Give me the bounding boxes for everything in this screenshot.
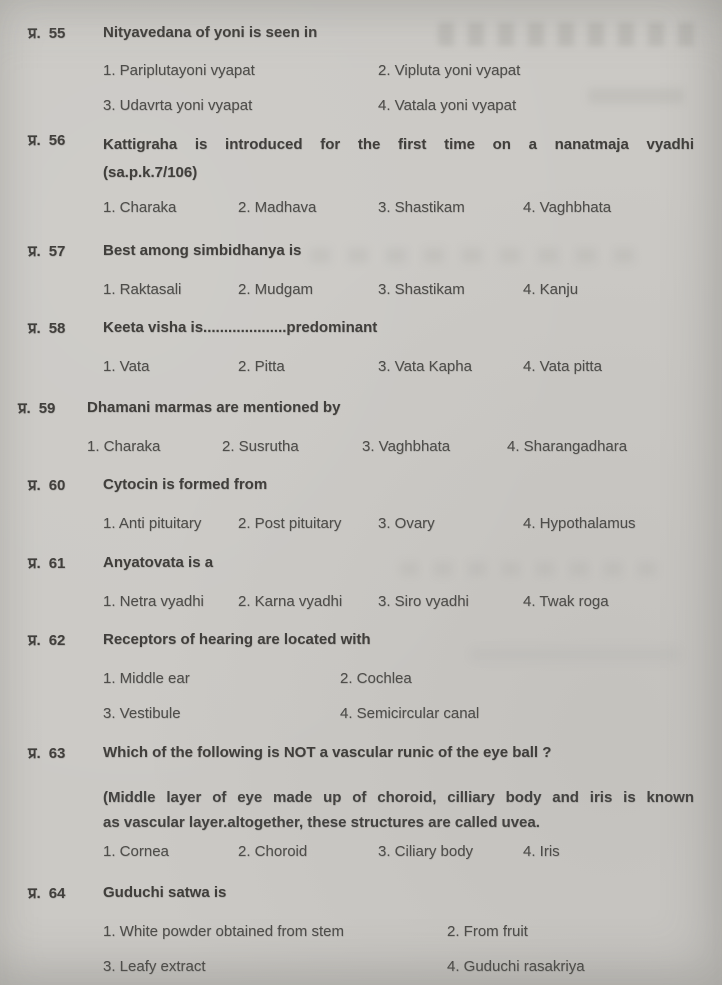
question-number-value: 58 bbox=[48, 320, 66, 337]
question-number-value: 60 bbox=[48, 477, 66, 494]
question-prefix: प्र. bbox=[28, 25, 41, 42]
question-number bbox=[0, 476, 103, 533]
option: 4. Iris bbox=[523, 843, 560, 860]
option: 4. Guduchi rasakriya bbox=[447, 958, 585, 975]
option: 2. Mudgam bbox=[238, 281, 314, 298]
question-note-line2: as vascular layer.altogether, these structures are called uvea. bbox=[103, 814, 540, 831]
question-number bbox=[0, 399, 87, 456]
option: 3. Ovary bbox=[378, 515, 435, 532]
option: 1. Raktasali bbox=[103, 281, 182, 298]
options-list bbox=[103, 281, 694, 299]
question-number-value: 64 bbox=[48, 885, 66, 902]
question-prefix: प्र. bbox=[28, 885, 41, 902]
question-62 bbox=[0, 631, 722, 723]
question-57 bbox=[0, 242, 722, 299]
question-text: Kattigraha is introduced for the first time on a nanatmaja vyadhi bbox=[103, 136, 694, 153]
question-number-value: 62 bbox=[48, 632, 66, 649]
option: 1. Pariplutayoni vyapat bbox=[103, 62, 255, 79]
option: 3. Vaghbhata bbox=[362, 438, 451, 455]
option: 1. White powder obtained from stem bbox=[103, 923, 344, 940]
question-prefix: प्र. bbox=[28, 477, 41, 494]
options-list bbox=[103, 62, 694, 115]
question-number bbox=[0, 131, 103, 217]
question-63 bbox=[0, 744, 722, 861]
question-number bbox=[0, 554, 103, 611]
question-prefix: प्र. bbox=[28, 243, 41, 260]
option: 1. Middle ear bbox=[103, 670, 190, 687]
question-number-value: 57 bbox=[48, 243, 66, 260]
question-64 bbox=[0, 884, 722, 976]
question-text: Which of the following is NOT a vascular runic of the eye ball ? bbox=[103, 744, 552, 761]
option: 3. Udavrta yoni vyapat bbox=[103, 97, 253, 114]
option: 4. Vatala yoni vyapat bbox=[378, 97, 517, 114]
option: 2. From fruit bbox=[447, 923, 528, 940]
question-text: Cytocin is formed from bbox=[103, 476, 268, 493]
question-number bbox=[0, 744, 103, 861]
question-prefix: प्र. bbox=[28, 632, 41, 649]
question-text: Receptors of hearing are located with bbox=[103, 631, 371, 648]
question-56 bbox=[0, 131, 722, 217]
option: 4. Twak roga bbox=[523, 593, 609, 610]
option: 3. Leafy extract bbox=[103, 958, 206, 975]
question-text: Best among simbidhanya is bbox=[103, 242, 302, 259]
option: 2. Karna vyadhi bbox=[238, 593, 343, 610]
option: 3. Siro vyadhi bbox=[378, 593, 469, 610]
question-text-line2: (sa.p.k.7/106) bbox=[103, 164, 198, 181]
option: 3. Vestibule bbox=[103, 705, 181, 722]
option: 1. Charaka bbox=[103, 199, 177, 216]
question-note-line1: (Middle layer of eye made up of choroid, cilliary body and iris is known bbox=[103, 789, 694, 806]
question-58 bbox=[0, 319, 722, 376]
options-list bbox=[103, 593, 694, 611]
question-prefix: प्र. bbox=[28, 132, 41, 149]
option: 4. Kanju bbox=[523, 281, 579, 298]
option: 1. Charaka bbox=[87, 438, 161, 455]
option: 2. Vipluta yoni vyapat bbox=[378, 62, 521, 79]
option: 4. Hypothalamus bbox=[523, 515, 636, 532]
question-60 bbox=[0, 476, 722, 533]
question-note bbox=[103, 785, 694, 835]
question-prefix: प्र. bbox=[28, 555, 41, 572]
question-prefix: प्र. bbox=[28, 320, 41, 337]
question-number-value: 55 bbox=[48, 25, 66, 42]
options-list bbox=[103, 923, 694, 976]
options-list bbox=[103, 515, 694, 533]
question-number bbox=[0, 24, 103, 115]
option: 1. Vata bbox=[103, 358, 150, 375]
option: 2. Post pituitary bbox=[238, 515, 342, 532]
option: 1. Anti pituitary bbox=[103, 515, 202, 532]
options-list bbox=[87, 438, 694, 456]
question-text: Nityavedana of yoni is seen in bbox=[103, 24, 318, 41]
option: 3. Ciliary body bbox=[378, 843, 474, 860]
option: 3. Shastikam bbox=[378, 281, 465, 298]
question-text: Keeta visha is....................predominant bbox=[103, 319, 378, 336]
question-prefix: प्र. bbox=[28, 745, 41, 762]
option: 2. Choroid bbox=[238, 843, 308, 860]
question-61 bbox=[0, 554, 722, 611]
option: 1. Cornea bbox=[103, 843, 169, 860]
options-list bbox=[103, 843, 694, 861]
option: 1. Netra vyadhi bbox=[103, 593, 204, 610]
option: 4. Vaghbhata bbox=[523, 199, 612, 216]
question-text: Anyatovata is a bbox=[103, 554, 214, 571]
question-number-value: 61 bbox=[48, 555, 66, 572]
question-number bbox=[0, 319, 103, 376]
question-number-value: 59 bbox=[38, 400, 56, 417]
option: 2. Pitta bbox=[238, 358, 285, 375]
question-number bbox=[0, 884, 103, 976]
option: 2. Madhava bbox=[238, 199, 317, 216]
option: 3. Shastikam bbox=[378, 199, 465, 216]
question-number-value: 56 bbox=[48, 132, 66, 149]
option: 4. Vata pitta bbox=[523, 358, 602, 375]
question-55 bbox=[0, 24, 722, 115]
question-prefix: प्र. bbox=[18, 400, 31, 417]
options-list bbox=[103, 199, 694, 217]
option: 2. Susrutha bbox=[222, 438, 299, 455]
question-text: Dhamani marmas are mentioned by bbox=[87, 399, 341, 416]
question-number bbox=[0, 242, 103, 299]
question-59 bbox=[0, 399, 722, 456]
option: 4. Sharangadhara bbox=[507, 438, 628, 455]
question-number-value: 63 bbox=[48, 745, 66, 762]
options-list bbox=[103, 358, 694, 376]
options-list bbox=[103, 670, 694, 723]
option: 4. Semicircular canal bbox=[340, 705, 480, 722]
question-text: Guduchi satwa is bbox=[103, 884, 227, 901]
option: 2. Cochlea bbox=[340, 670, 412, 687]
option: 3. Vata Kapha bbox=[378, 358, 472, 375]
question-number bbox=[0, 631, 103, 723]
